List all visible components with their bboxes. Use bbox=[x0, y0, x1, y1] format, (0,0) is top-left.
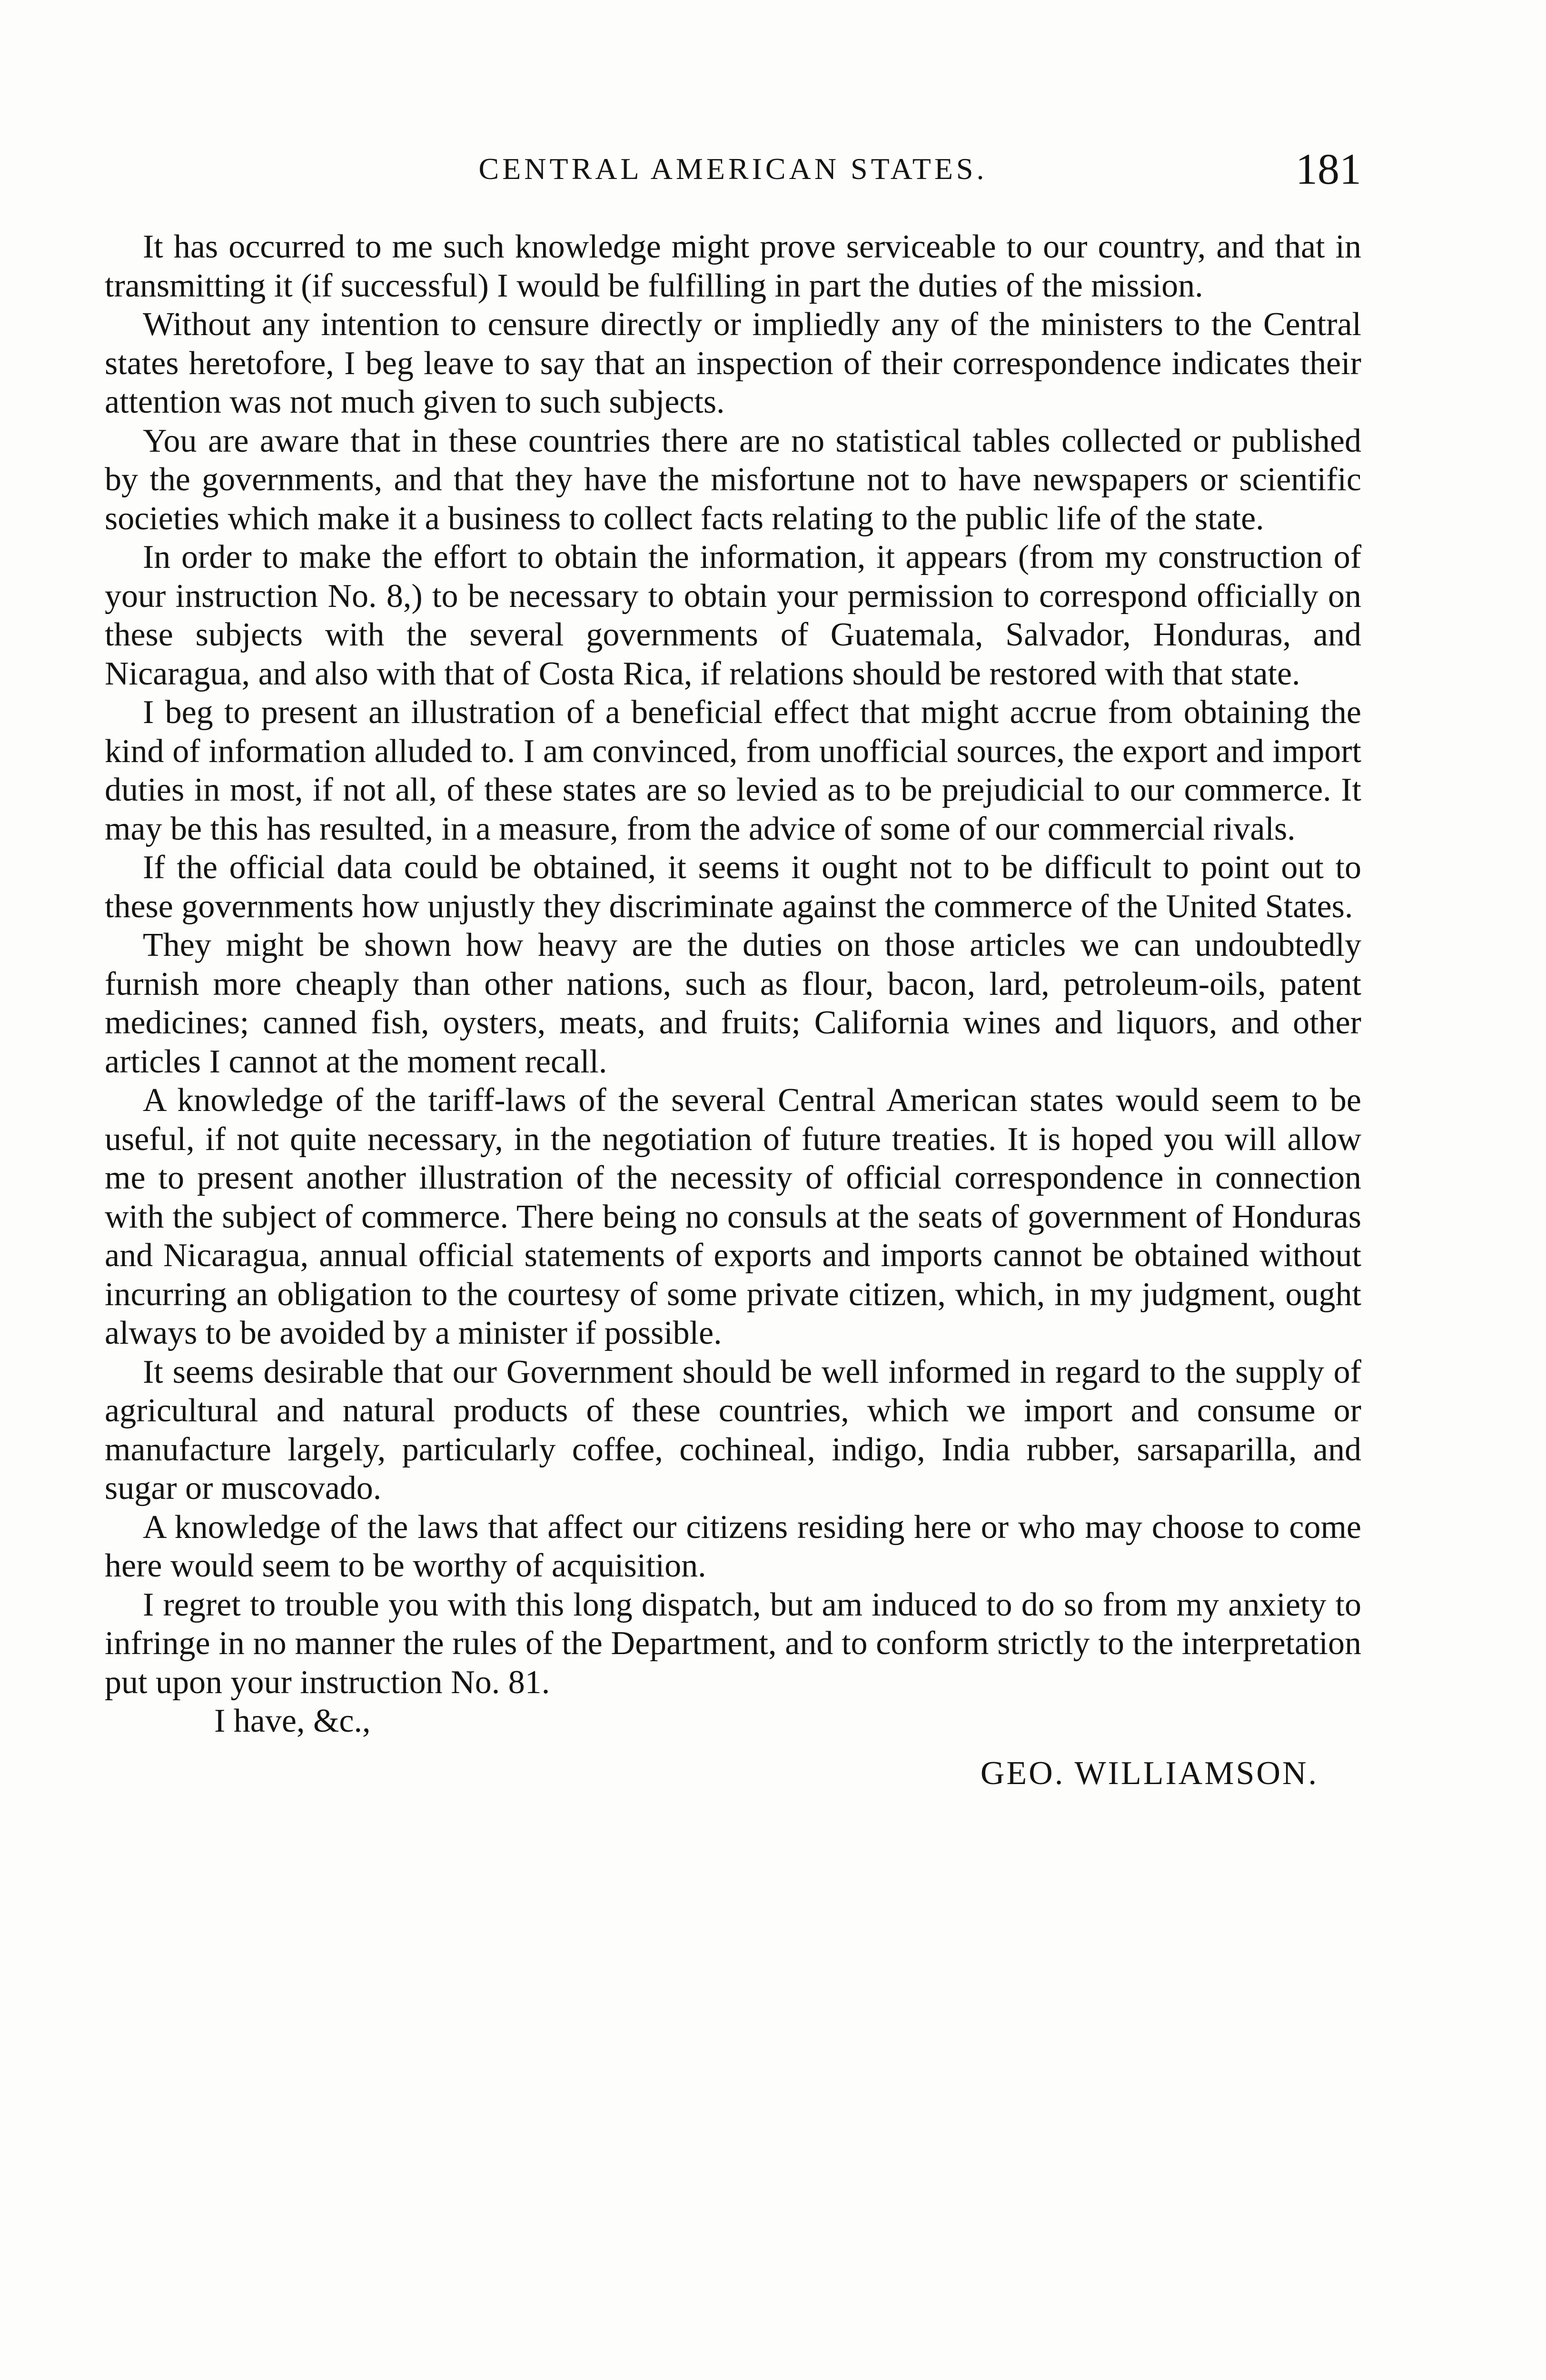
paragraph: It seems desirable that our Government should be well informed in regard to the supply of agricultural and natural products of these countries, which we import and consume or manufacture largely, particularly coffee, cochineal, indigo, India rubber, sarsaparilla, and sugar or muscovado. bbox=[105, 1353, 1361, 1507]
page-header bbox=[105, 143, 1361, 195]
paragraph: I regret to trouble you with this long dispatch, but am induced to do so from my anxiety to infringe in no manner the rules of the Department, and to conform strictly to the interpretation put upon your instruction No. 81. bbox=[105, 1586, 1361, 1701]
paragraph: You are aware that in these countries there are no statistical tables collected or published by the governments, and that they have the misfortune not to have newspapers or scientific societies which make it a business to collect facts relating to the public life of the state. bbox=[105, 422, 1361, 537]
paragraph: In order to make the effort to obtain the information, it appears (from my construction of your instruction No. 8,) to be necessary to obtain your permission to correspond officially on these subjects with the several governments of Guatemala, Salvador, Honduras, and Nicaragua, and also with that of Costa Rica, if relations should be restored with that state. bbox=[105, 539, 1361, 692]
paragraph: A knowledge of the laws that affect our citizens residing here or who may choose to come here would seem to be worthy of acquisition. bbox=[105, 1508, 1361, 1584]
paragraph: It has occurred to me such knowledge might prove serviceable to our country, and that in transmitting it (if successful) I would be fulfilling in part the duties of the mission. bbox=[105, 228, 1361, 304]
letter-body bbox=[105, 228, 1361, 1793]
page-number: 181 bbox=[1296, 145, 1361, 193]
paragraph: Without any intention to censure directly or impliedly any of the ministers to the Central states heretofore, I beg leave to say that an inspection of their correspondence indicates their attention was not much given to such subjects. bbox=[105, 306, 1361, 420]
paragraph: A knowledge of the tariff-laws of the several Central American states would seem to be useful, if not quite necessary, in the negotiation of future treaties. It is hoped you will allow me to present another illustration of the necessity of official correspondence in connection with the subject of commerce. There being no consuls at the seats of government of Honduras and Nicaragua, annual official statements of exports and imports cannot be obtained without incurring an obligation to the courtesy of some private citizen, which, in my judgment, ought always to be avoided by a minister if possible. bbox=[105, 1082, 1361, 1351]
paragraph: If the official data could be obtained, it seems it ought not to be difficult to point out to these governments how unjustly they discriminate against the commerce of the United States. bbox=[105, 849, 1361, 925]
signature: GEO. WILLIAMSON. bbox=[980, 1755, 1318, 1792]
paragraph: They might be shown how heavy are the duties on those articles we can undoubtedly furnish more cheaply than other nations, such as flour, bacon, lard, petroleum-oils, patent medicines; canned fish, oysters, meats, and fruits; California wines and liquors, and other articles I cannot at the moment recall. bbox=[105, 927, 1361, 1080]
paragraph: I beg to present an illustration of a beneficial effect that might accrue from obtaining the kind of information alluded to. I am convinced, from unofficial sources, the export and import duties in most, if not all, of these states are so levied as to be prejudicial to our commerce. It may be this has resulted, in a measure, from the advice of some of our commercial rivals. bbox=[105, 694, 1361, 847]
closing-line: I have, &c., bbox=[214, 1703, 371, 1739]
running-head: CENTRAL AMERICAN STATES. bbox=[478, 152, 988, 186]
